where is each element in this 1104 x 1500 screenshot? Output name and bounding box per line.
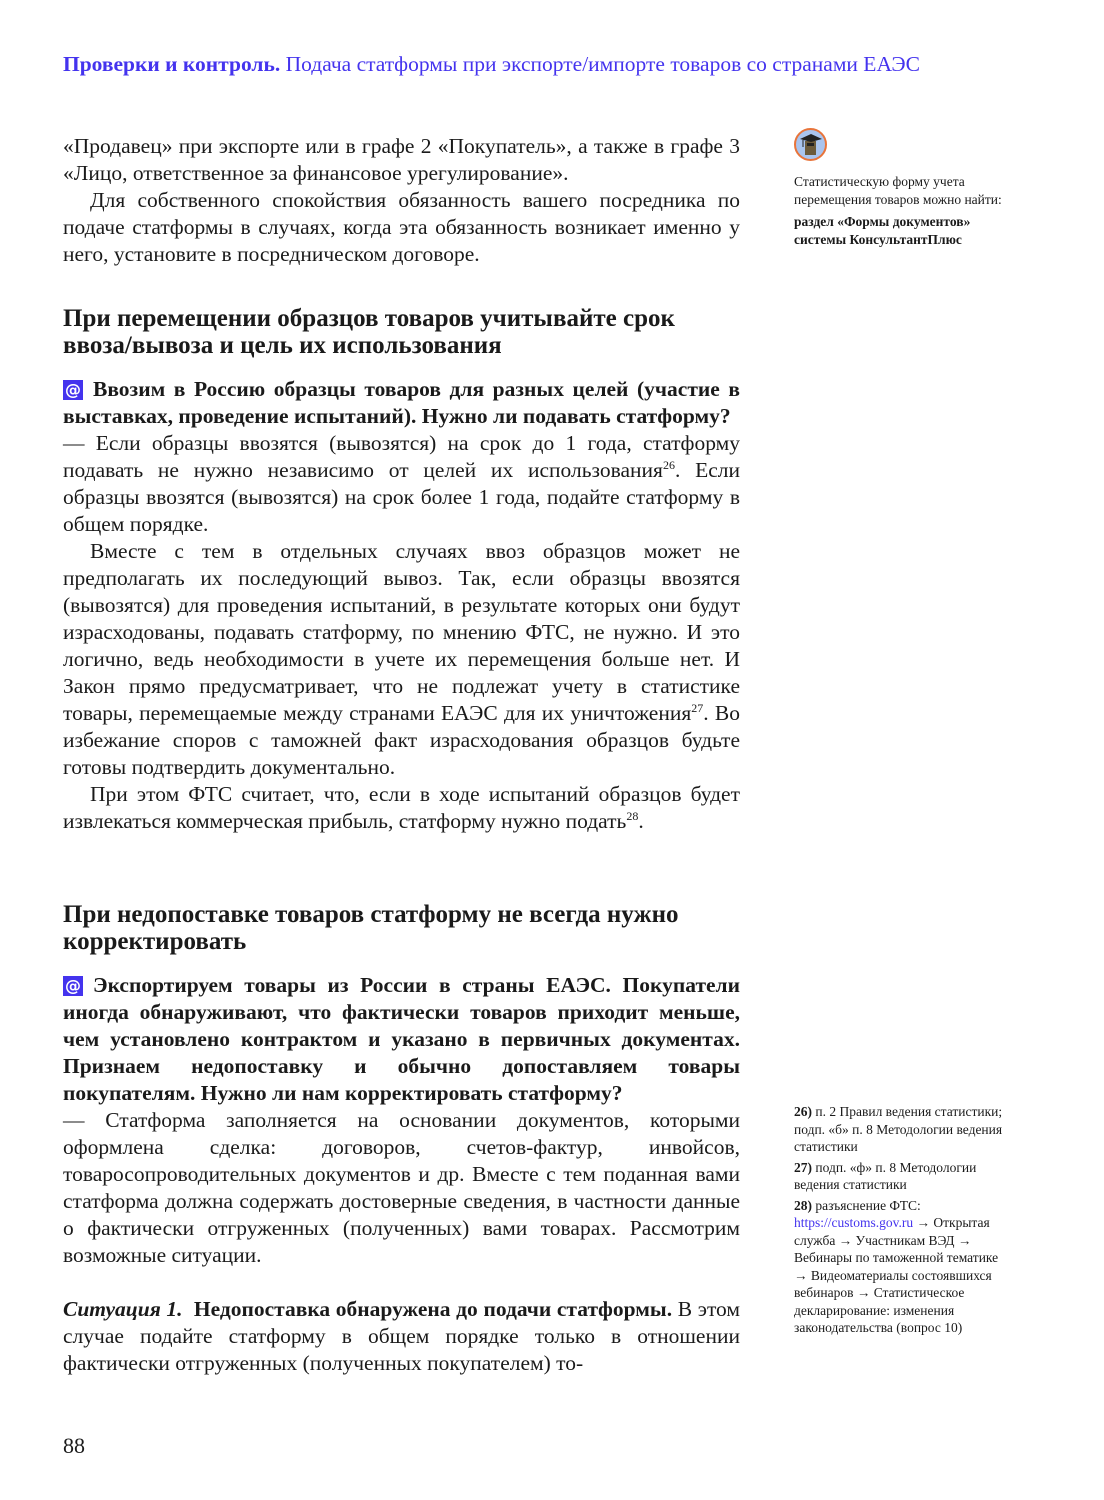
email-question-icon: @ <box>65 976 81 995</box>
situation-text: В этом случае подайте статформу в общем порядке только в отношении фактически отгруженных (полученных покупателем) то- <box>63 1297 741 1375</box>
paragraph-text: Вместе с тем в отдельных случаях ввоз образцов может не предполагать их последующий вывоз. Так, если образцы ввозятся (вывозятся) для проведения испытаний, в результате которых они будут израсходованы, подавать статформу, по мнению ФТС, не нужно. И это логично, ведь необходимости в учете их перемещения больше нет. И Закон прямо предусматривает, что не подлежат учету в статистике товары, перемещаемые между странами ЕАЭС для их уничтожения <box>63 539 740 725</box>
footnote-text: → Открытая служба → Участникам ВЭД → Вебинары по таможенной тематике → Видеоматериалы состоявшихся вебинаров → Статистическое декларирование: изменения законодательства (вопрос 10) <box>794 1215 999 1335</box>
paragraph <box>63 781 740 835</box>
paragraph <box>63 538 740 781</box>
situation-title: Недопоставка обнаружена до подачи статформы. <box>193 1297 673 1321</box>
footnote-27 <box>794 1159 1014 1194</box>
running-header <box>63 52 920 77</box>
page-number: 88 <box>63 1433 85 1458</box>
situation-paragraph <box>63 1296 740 1377</box>
section-samples <box>63 305 740 835</box>
footnote-number: 28) <box>794 1197 812 1213</box>
intro-paragraph-1: «Продавец» при экспорте или в графе 2 «Покупатель», а также в графе 3 «Лицо, ответственное за финансовое урегулирование». <box>63 134 740 185</box>
paragraph-text: . <box>638 809 644 833</box>
header-title: Подача статформы при экспорте/импорте товаров со странами ЕАЭС <box>285 52 920 76</box>
sidebar-tip <box>794 173 1014 248</box>
footnote-ref: 26 <box>662 457 675 472</box>
footnote-number: 27) <box>794 1159 812 1175</box>
footnote-ref: 27 <box>691 700 704 715</box>
tip-text: Статистическую форму учета перемещения товаров можно найти: <box>794 174 1002 207</box>
question-text: Экспортируем товары из России в страны ЕАЭС. Покупатели иногда обнаруживают, что фактически товаров приходит меньше, чем установлено контрактом и указано в первичных документах. Признаем недопоставку и обычно допоставляем товары покупателям. Нужно ли нам корректировать статформу? <box>63 973 740 1105</box>
situation-label: Ситуация 1. <box>63 1297 183 1321</box>
footnotes <box>794 1103 1014 1340</box>
question <box>63 376 740 430</box>
footnote-text: п. 2 Правил ведения статистики; подп. «б» п. 8 Методологии ведения статистики <box>794 1104 1003 1154</box>
answer-text: — Если образцы ввозятся (вывозятся) на срок до 1 года, статформу подавать не нужно независимо от целей их использования <box>63 431 740 482</box>
answer-text: . Если образцы ввозятся (вывозятся) на срок более 1 года, подайте статформу в общем порядке. <box>63 458 740 536</box>
answer: — Статформа заполняется на основании документов, которыми оформлена сделка: договоров, счетов-фактур, инвойсов, товаросопроводительных документов и др. Вместе с тем поданная вами статформа должна содержать достоверные сведения, в частности данные о фактически отгруженных (полученных) вами товарах. Рассмотрим возможные ситуации. <box>63 1108 740 1267</box>
section-heading: При перемещении образцов товаров учитывайте срок ввоза/вывоза и цель их использования <box>63 305 675 359</box>
section-heading: При недопоставке товаров статформу не всегда нужно корректировать <box>63 901 679 955</box>
tip-location: раздел «Формы документов» системы КонсультантПлюс <box>794 214 971 247</box>
intro-paragraph-2: Для собственного спокойствия обязанность вашего посредника по подаче статформы в случаях, когда эта обязанность возникает именно у него, установите в посредническом договоре. <box>63 188 740 266</box>
header-section: Проверки и контроль. <box>63 52 281 76</box>
intro-block <box>63 133 740 268</box>
answer <box>63 430 740 538</box>
paragraph-text: . Во избежание споров с таможней факт израсходования образцов будьте готовы подтвердить документально. <box>63 701 740 779</box>
question <box>63 972 740 1107</box>
question-text: Ввозим в Россию образцы товаров для разных целей (участие в выставках, проведение испытаний). Нужно ли подавать статформу? <box>63 377 740 428</box>
expert-avatar-icon <box>794 128 827 161</box>
email-question-icon: @ <box>65 380 81 399</box>
customs-link[interactable]: https://customs.gov.ru <box>794 1215 914 1230</box>
paragraph-text: При этом ФТС считает, что, если в ходе испытаний образцов будет извлекаться коммерческая прибыль, статформу нужно подать <box>63 782 740 833</box>
footnote-text: разъяснение ФТС: <box>815 1197 921 1213</box>
footnote-text: подп. «ф» п. 8 Методологии ведения статистики <box>794 1159 977 1192</box>
section-shortage <box>63 901 740 1377</box>
footnote-26 <box>794 1103 1014 1156</box>
footnote-28 <box>794 1197 1014 1337</box>
footnote-ref: 28 <box>626 808 639 823</box>
footnote-number: 26) <box>794 1104 812 1119</box>
